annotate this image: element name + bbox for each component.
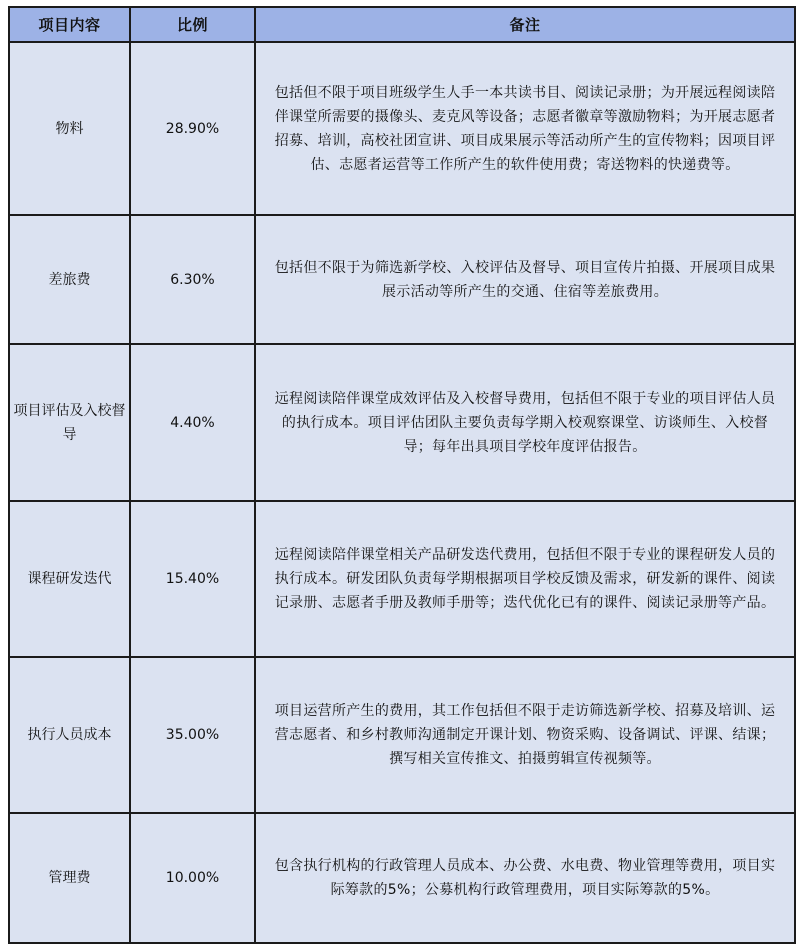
item-note: 包括但不限于为筛选新学校、入校评估及督导、项目宣传片拍摄、开展项目成果展示活动等所产生的交通、住宿等差旅费用。 — [274, 259, 776, 300]
item-ratio: 6.30% — [130, 215, 255, 344]
header-item: 项目内容 — [9, 7, 130, 42]
header-note: 备注 — [255, 7, 795, 42]
header-ratio: 比例 — [130, 7, 255, 42]
item-note-cell — [255, 813, 795, 943]
table-row — [9, 501, 795, 657]
item-note-cell — [255, 501, 795, 657]
item-note: 远程阅读陪伴课堂成效评估及入校督导费用，包括但不限于专业的项目评估人员的执行成本。项目评估团队主要负责每学期入校观察课堂、访谈师生、入校督导；每年出具项目学校年度评估报告。 — [274, 390, 776, 455]
item-ratio: 4.40% — [130, 344, 255, 501]
table-row — [9, 344, 795, 501]
item-ratio: 15.40% — [130, 501, 255, 657]
item-ratio: 28.90% — [130, 42, 255, 215]
item-name: 执行人员成本 — [9, 657, 130, 813]
item-name: 管理费 — [9, 813, 130, 943]
item-ratio: 35.00% — [130, 657, 255, 813]
item-name: 物料 — [9, 42, 130, 215]
item-note-cell — [255, 42, 795, 215]
table-row — [9, 42, 795, 215]
item-ratio: 10.00% — [130, 813, 255, 943]
item-note: 项目运营所产生的费用，其工作包括但不限于走访筛选新学校、招募及培训、运营志愿者、和乡村教师沟通制定开课计划、物资采购、设备调试、评课、结课；撰写相关宣传推文、拍摄剪辑宣传视频等。 — [274, 703, 776, 767]
table-row — [9, 813, 795, 943]
item-note: 远程阅读陪伴课堂相关产品研发迭代费用，包括但不限于专业的课程研发人员的执行成本。研发团队负责每学期根据项目学校反馈及需求，研发新的课件、阅读记录册、志愿者手册及教师手册等；迭代优化已有的课件、阅读记录册等产品。 — [274, 547, 776, 611]
item-name: 项目评估及入校督导 — [9, 344, 130, 501]
item-note: 包括但不限于项目班级学生人手一本共读书目、阅读记录册；为开展远程阅读陪伴课堂所需要的摄像头、麦克风等设备；志愿者徽章等激励物料；为开展志愿者招募、培训，高校社团宣讲、项目成果展示等活动所产生的宣传物料；因项目评估、志愿者运营等工作所产生的软件使用费；寄送物料的快递费等。 — [274, 84, 776, 173]
item-note-cell — [255, 344, 795, 501]
item-note: 包含执行机构的行政管理人员成本、办公费、水电费、物业管理等费用，项目实际筹款的5%；公募机构行政管理费用，项目实际筹款的5%。 — [274, 858, 776, 898]
item-name: 课程研发迭代 — [9, 501, 130, 657]
item-name: 差旅费 — [9, 215, 130, 344]
budget-table — [8, 6, 796, 944]
item-note-cell — [255, 657, 795, 813]
item-note-cell — [255, 215, 795, 344]
table-row — [9, 657, 795, 813]
table-row — [9, 215, 795, 344]
header-row — [9, 7, 795, 42]
